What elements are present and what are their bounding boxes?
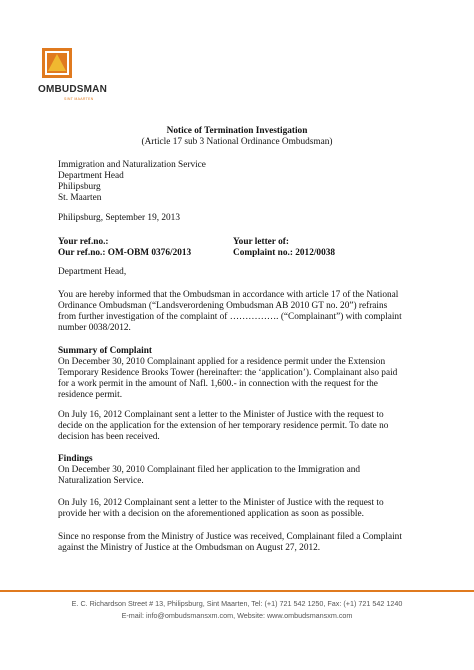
findings-line: On December 30, 2010 Complainant filed her application to the Immigration and xyxy=(58,465,361,475)
your-ref-label: Your ref.no.: xyxy=(58,237,109,247)
footer-address: E. C. Richardson Street # 13, Philipsburg, Sint Maarten, Tel: (+1) 721 542 1250, Fax: (+1) 721 542 1240 xyxy=(71,599,403,608)
your-letter-label: Your letter of: xyxy=(233,237,289,247)
salutation: Department Head, xyxy=(58,267,127,277)
intro-line: number 0038/2012. xyxy=(58,323,131,333)
summary-heading: Summary of Complaint xyxy=(58,346,153,356)
logo-subtitle: SINT MAARTEN xyxy=(64,97,94,101)
logo-name: OMBUDSMAN xyxy=(38,84,108,95)
summary-line: residence permit. xyxy=(58,390,123,400)
findings-line: Since no response from the Ministry of Justice was received, Complainant filed a Complaint xyxy=(58,532,402,542)
findings-line: On July 16, 2012 Complainant sent a letter to the Minister of Justice with the request to xyxy=(58,498,384,508)
summary-line: On July 16, 2012 Complainant sent a letter to the Minister of Justice with the request to xyxy=(58,410,384,420)
findings-line: Naturalization Service. xyxy=(58,476,144,486)
summary-line: On December 30, 2010 Complainant applied for a residence permit under the Extension xyxy=(58,357,386,367)
findings-line: provide her with a decision on the aforementioned application as soon as possible. xyxy=(58,509,364,519)
address-line: Department Head xyxy=(58,171,124,181)
footer-divider xyxy=(0,590,474,592)
document-title: Notice of Termination Investigation xyxy=(166,126,308,136)
intro-line: You are hereby informed that the Ombudsman in accordance with article 17 of the National xyxy=(58,290,399,300)
address-line: St. Maarten xyxy=(58,193,102,203)
summary-line: for a work permit in the amount of Nafl. 1,600.- in connection with the request for the xyxy=(58,379,378,389)
our-ref: Our ref.no.: OM-OBM 0376/2013 xyxy=(58,248,192,258)
intro-line: from further investigation of the complaint of ……………. (“Complainant”) with complaint xyxy=(58,312,402,322)
summary-line: Temporary Residence Brooks Tower (hereinafter: the ‘application’). Complainant also paid xyxy=(58,368,398,378)
address-line: Immigration and Naturalization Service xyxy=(58,160,206,170)
date-line: Philipsburg, September 19, 2013 xyxy=(58,213,180,223)
document-subtitle: (Article 17 sub 3 National Ordinance Ombudsman) xyxy=(141,137,333,147)
intro-line: Ordinance Ombudsman (“Landsverordening Ombudsman AB 2010 GT no. 20”) refrains xyxy=(58,301,388,311)
logo-mark-icon xyxy=(42,48,72,78)
findings-line: against the Ministry of Justice at the Ombudsman on August 27, 2012. xyxy=(58,543,321,553)
findings-heading: Findings xyxy=(58,454,93,464)
summary-line: decide on the application for the extension of her temporary residence permit. To date no xyxy=(58,421,389,431)
summary-line: decision has been received. xyxy=(58,432,160,442)
complaint-number: Complaint no.: 2012/0038 xyxy=(233,248,336,258)
address-line: Philipsburg xyxy=(58,182,101,192)
footer-contact: E-mail: info@ombudsmansxm.com, Website: www.ombudsmansxm.com xyxy=(121,611,353,620)
